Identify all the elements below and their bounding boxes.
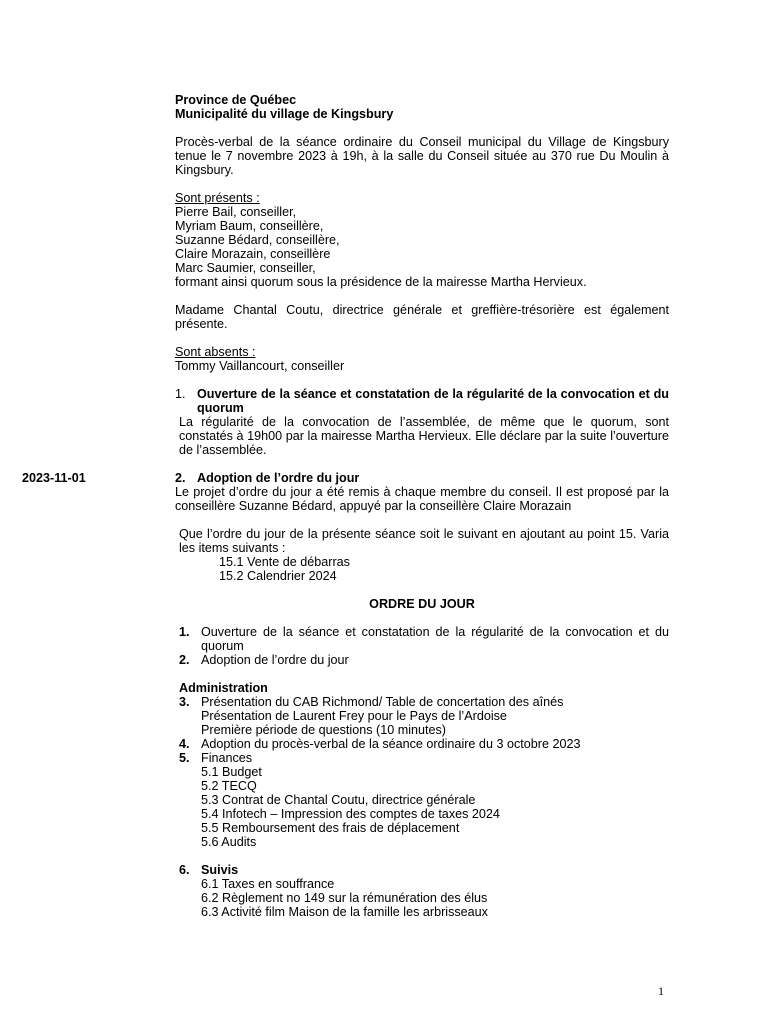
agenda-item-text: Ouverture de la séance et constatation de la régularité de la convocation et du quorum — [201, 625, 669, 653]
agenda-subitem: 5.4 Infotech – Impression des comptes de taxes 2024 — [201, 807, 500, 821]
section-1-heading — [175, 387, 669, 415]
dg-note: Madame Chantal Coutu, directrice générale et greffière-trésorière est également présente. — [175, 303, 669, 331]
municipality-heading: Municipalité du village de Kingsbury — [175, 107, 394, 121]
section-2-resolution: Que l’ordre du jour de la présente séance soit le suivant en ajoutant au point 15. Varia les items suivants : — [179, 527, 669, 555]
section-1-title: Ouverture de la séance et constatation de la régularité de la convocation et du quorum — [197, 387, 669, 415]
agenda-subitem: 5.1 Budget — [201, 765, 262, 779]
agenda-title: ORDRE DU JOUR — [369, 597, 475, 611]
added-item: 15.2 Calendrier 2024 — [219, 569, 337, 583]
agenda-item-text: Première période de questions (10 minutes) — [201, 723, 447, 737]
agenda-item-number: 3. — [179, 695, 190, 709]
agenda-subitem: 5.5 Remboursement des frais de déplacement — [201, 821, 460, 835]
agenda-item-text: Présentation de Laurent Frey pour le Pays de l’Ardoise — [201, 709, 507, 723]
section-1-number: 1. — [175, 387, 186, 401]
intro-paragraph: Procès-verbal de la séance ordinaire du Conseil municipal du Village de Kingsbury tenue le 7 novembre 2023 à 19h, à la salle du Conseil située au 370 rue Du Moulin à Kingsbury. — [175, 135, 669, 177]
agenda-item — [179, 737, 669, 751]
quorum-statement: formant ainsi quorum sous la présidence de la mairesse Martha Hervieux. — [175, 275, 587, 289]
agenda-item — [179, 625, 669, 653]
agenda-item-number: 2. — [179, 653, 190, 667]
present-person: Pierre Bail, conseiller, — [175, 205, 297, 219]
section-2-heading — [175, 471, 669, 485]
page-number: 1 — [658, 984, 664, 998]
section-2-body: Le projet d’ordre du jour a été remis à chaque membre du conseil. Il est proposé par la conseillère Suzanne Bédard, appuyé par la conseillère Claire Morazain — [175, 485, 669, 513]
absent-person: Tommy Vaillancourt, conseiller — [175, 359, 345, 373]
section-1-body: La régularité de la convocation de l’assemblée, de même que le quorum, sont constatés à 19h00 par la mairesse Martha Hervieux. Elle déclare par la suite l’ouverture de l’assemblée. — [179, 415, 669, 457]
section-2-title: Adoption de l’ordre du jour — [197, 471, 360, 485]
present-person: Marc Saumier, conseiller, — [175, 261, 316, 275]
agenda-item-text: Adoption du procès-verbal de la séance ordinaire du 3 octobre 2023 — [201, 737, 581, 751]
agenda-item — [179, 863, 669, 919]
agenda-subitem: 5.2 TECQ — [201, 779, 257, 793]
admin-heading: Administration — [179, 681, 268, 695]
agenda-item — [179, 695, 669, 737]
agenda-list — [175, 625, 669, 919]
agenda-subitem: 5.6 Audits — [201, 835, 257, 849]
agenda-item-text: Finances — [201, 751, 253, 765]
agenda-subitem: 6.1 Taxes en souffrance — [201, 877, 335, 891]
agenda-item-number: 4. — [179, 737, 190, 751]
section-2-number: 2. — [175, 471, 186, 485]
present-person: Suzanne Bédard, conseillère, — [175, 233, 340, 247]
agenda-subitem: 6.3 Activité film Maison de la famille les arbrisseaux — [201, 905, 488, 919]
agenda-subitem: 5.3 Contrat de Chantal Coutu, directrice générale — [201, 793, 476, 807]
agenda-item — [179, 751, 669, 849]
resolution-number: 2023-11-01 — [22, 471, 86, 485]
agenda-item-text: Présentation du CAB Richmond/ Table de concertation des aînés — [201, 695, 564, 709]
agenda-item-text: Adoption de l’ordre du jour — [201, 653, 349, 667]
present-person: Myriam Baum, conseillère, — [175, 219, 324, 233]
agenda-item-text: Suivis — [201, 863, 239, 877]
present-person: Claire Morazain, conseillère — [175, 247, 331, 261]
added-item: 15.1 Vente de débarras — [219, 555, 350, 569]
agenda-item — [179, 653, 669, 667]
agenda-subitem: 6.2 Règlement no 149 sur la rémunération des élus — [201, 891, 488, 905]
document-body — [175, 93, 669, 919]
present-heading: Sont présents : — [175, 191, 260, 205]
province-heading: Province de Québec — [175, 93, 297, 107]
absent-heading: Sont absents : — [175, 345, 256, 359]
agenda-item-number: 1. — [179, 625, 190, 639]
agenda-item-number: 5. — [179, 751, 190, 765]
agenda-item-number: 6. — [179, 863, 190, 877]
